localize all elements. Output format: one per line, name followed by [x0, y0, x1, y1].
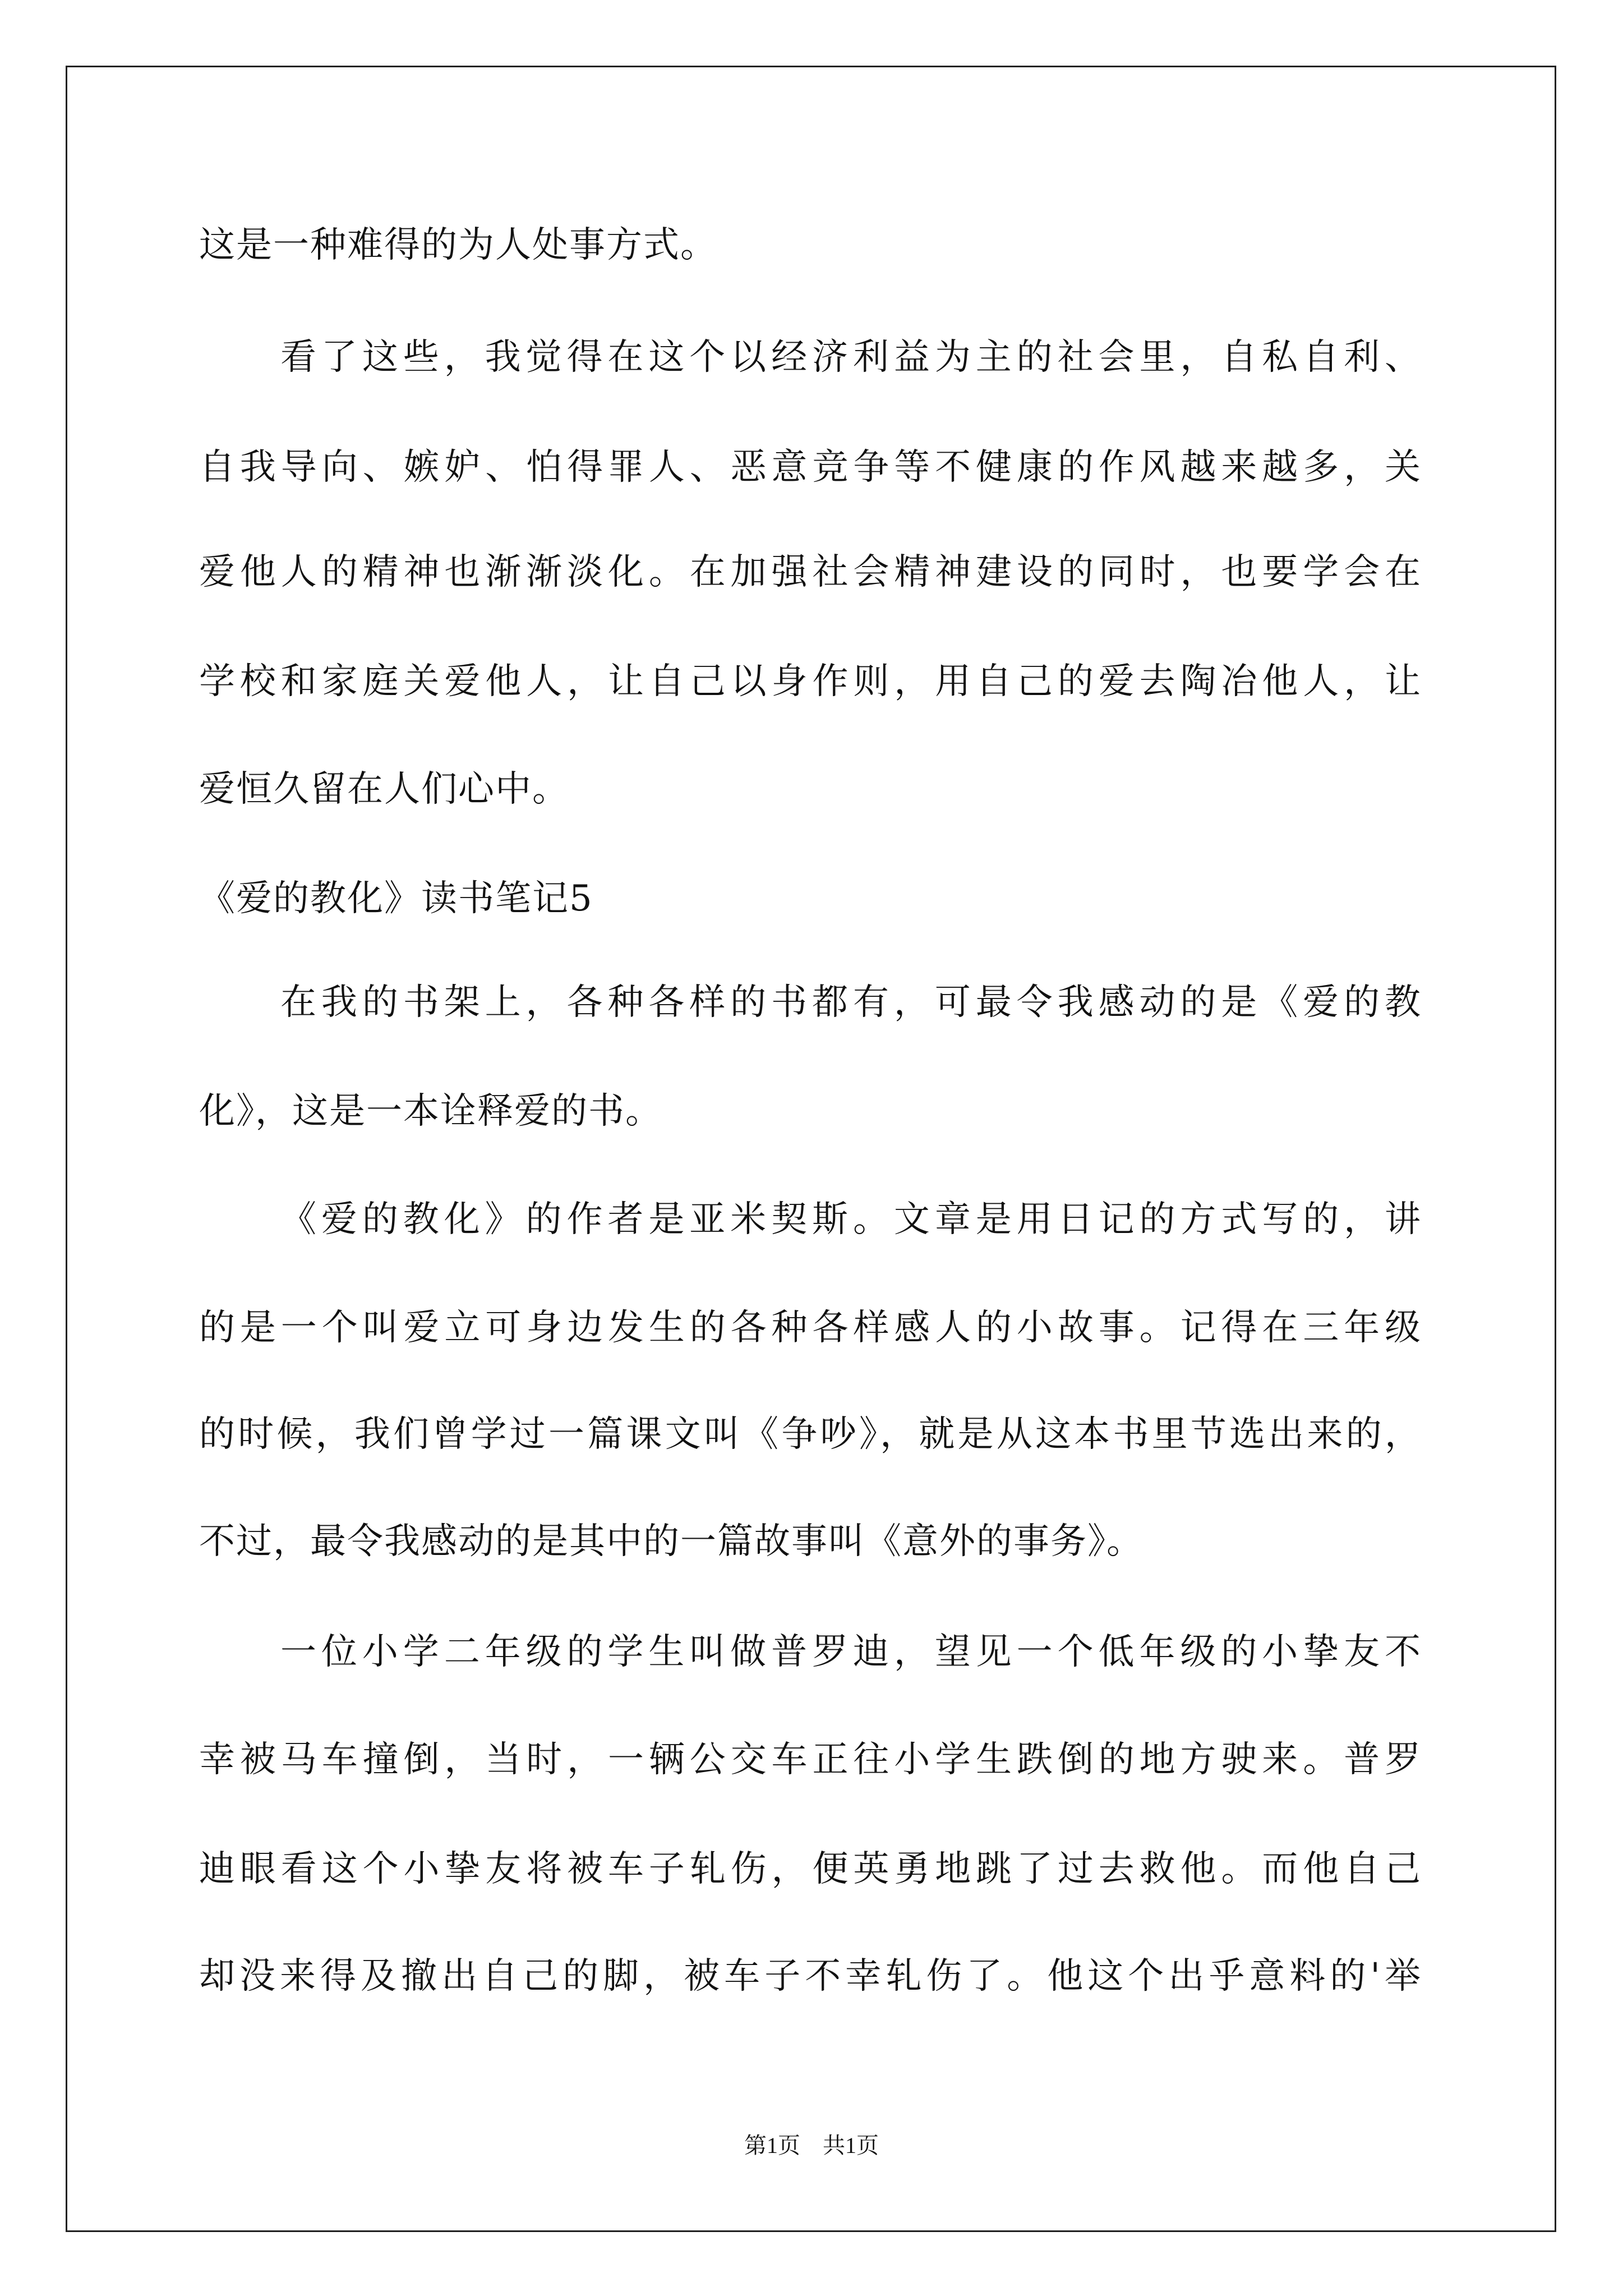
text-line-2: 看了这些，我觉得在这个以经济利益为主的社会里，自私自利、	[280, 337, 1422, 378]
page-border	[66, 66, 1556, 2232]
text-line-10: 的是一个叫爱立可身边发生的各种各样感人的小故事。记得在三年级	[199, 1307, 1422, 1349]
text-line-11: 的时候，我们曾学过一篇课文叫《争吵》，就是从这本书里节选出来的，	[199, 1414, 1422, 1455]
section-heading: 《爱的教化》读书笔记5	[199, 878, 593, 919]
page-number-footer: 第1页 共1页	[744, 2133, 879, 2158]
text-line-6: 爱恒久留在人们心中。	[199, 769, 569, 810]
text-line-4: 爱他人的精神也渐渐淡化。在加强社会精神建设的同时，也要学会在	[199, 551, 1422, 593]
text-line-12: 不过，最令我感动的是其中的一篇故事叫《意外的事务》。	[199, 1521, 1144, 1562]
text-line-16: 却没来得及撤出自己的脚，被车子不幸轧伤了。他这个出乎意料的'举	[199, 1955, 1422, 1997]
text-line-7: 在我的书架上，各种各样的书都有，可最令我感动的是《爱的教	[280, 982, 1422, 1023]
text-line-8: 化》，这是一本诠释爱的书。	[199, 1091, 662, 1132]
text-line-3: 自我导向、嫉妒、怕得罪人、恶意竞争等不健康的作风越来越多，关	[199, 447, 1422, 488]
text-line-9: 《爱的教化》的作者是亚米契斯。文章是用日记的方式写的，讲	[280, 1199, 1422, 1240]
text-line-15: 迪眼看这个小挚友将被车子轧伤，便英勇地跳了过去救他。而他自己	[199, 1848, 1422, 1890]
text-line-5: 学校和家庭关爱他人，让自己以身作则，用自己的爱去陶冶他人，让	[199, 661, 1422, 702]
text-line-14: 幸被马车撞倒，当时，一辆公交车正往小学生跌倒的地方驶来。普罗	[199, 1739, 1422, 1780]
text-line-1: 这是一种难得的为人处事方式。	[199, 224, 717, 266]
text-line-13: 一位小学二年级的学生叫做普罗迪，望见一个低年级的小挚友不	[280, 1631, 1422, 1673]
